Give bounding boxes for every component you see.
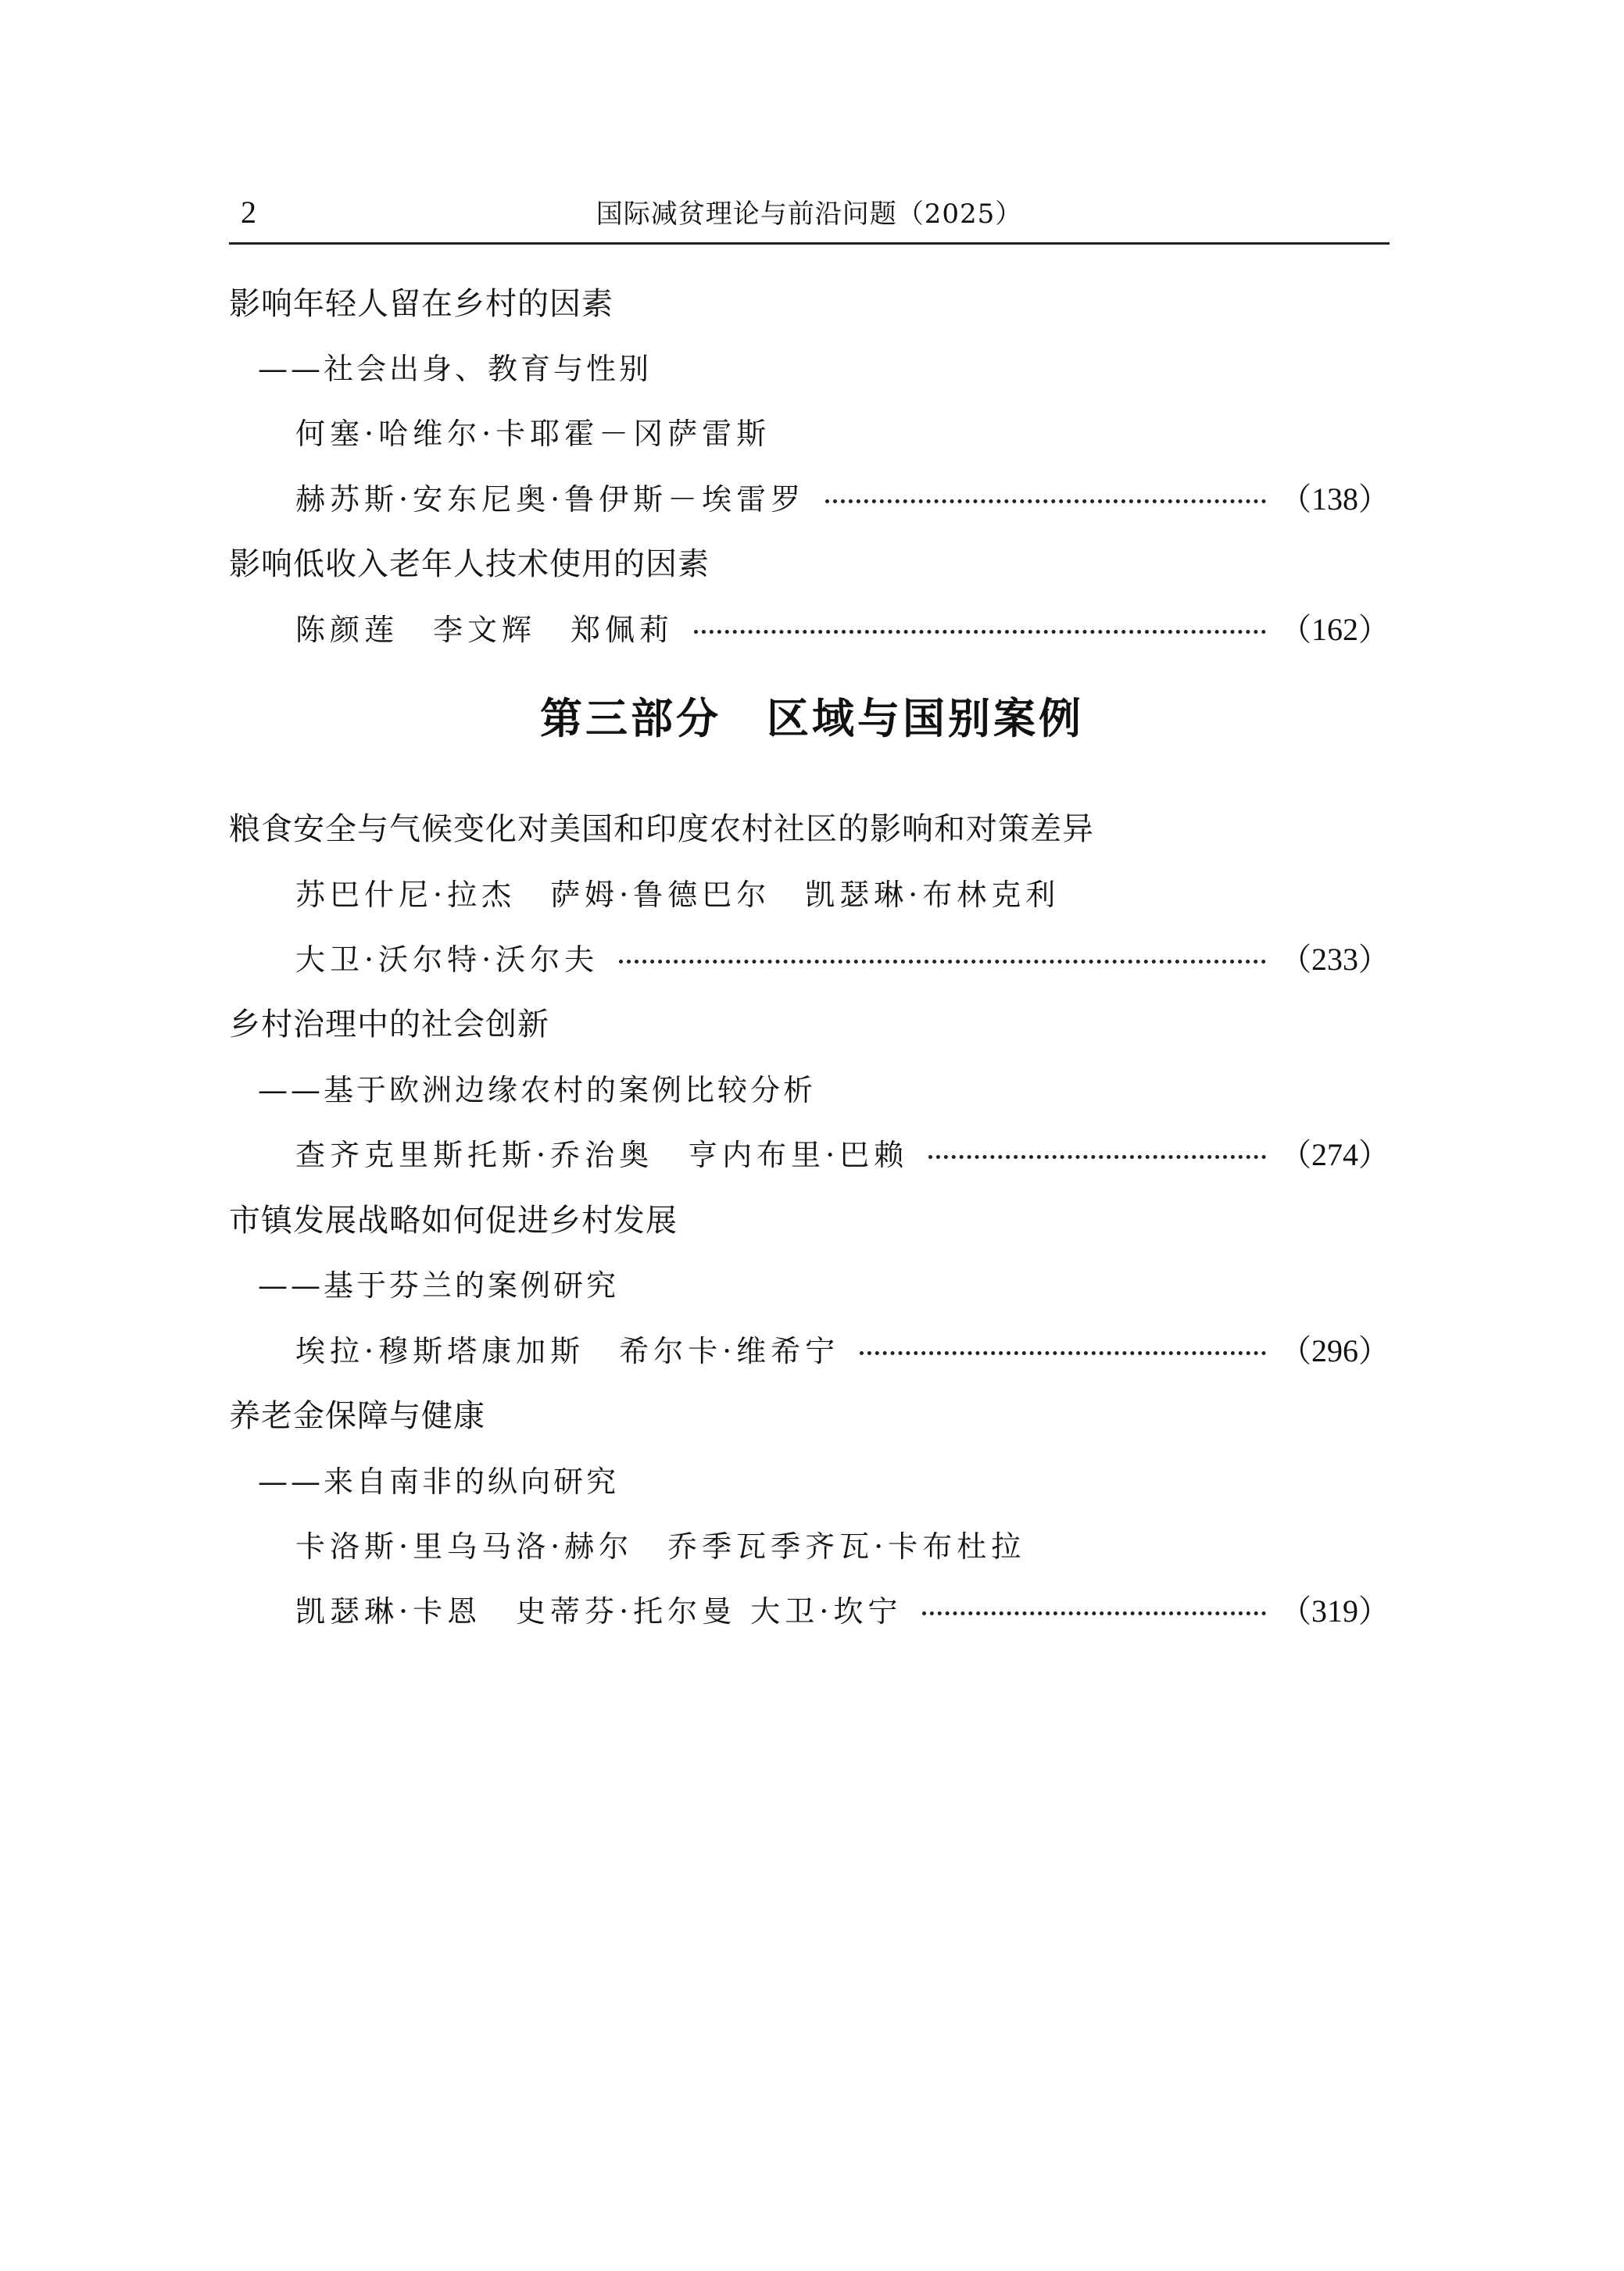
entry-authors: 凯瑟琳·卡恩 史蒂芬·托尔曼 大卫·坎宁 xyxy=(295,1593,903,1629)
dot-leader xyxy=(922,1611,1266,1615)
entry-title: 影响低收入老年人技术使用的因素 xyxy=(229,545,710,582)
toc-entry-title[interactable] xyxy=(229,799,1390,853)
entry-title: 养老金保障与健康 xyxy=(229,1397,485,1434)
entry-authors: 何塞·哈维尔·卡耶霍－冈萨雷斯 xyxy=(295,416,771,451)
entry-authors: 卡洛斯·里乌马洛·赫尔 乔季瓦季齐瓦·卡布杜拉 xyxy=(295,1529,1026,1564)
toc-entry-subtitle xyxy=(258,1255,1390,1310)
entry-subtitle: ——基于芬兰的案例研究 xyxy=(258,1268,620,1303)
entry-authors: 赫苏斯·安东尼奥·鲁伊斯－埃雷罗 xyxy=(295,481,806,517)
toc-entry-title[interactable] xyxy=(229,994,1390,1049)
page-ref: （162） xyxy=(1280,611,1390,647)
entry-subtitle: ——基于欧洲边缘农村的案例比较分析 xyxy=(258,1072,817,1107)
dot-leader xyxy=(694,630,1266,634)
entry-authors: 苏巴什尼·拉杰 萨姆·鲁德巴尔 凯瑟琳·布林克利 xyxy=(295,877,1061,912)
page-ref: （233） xyxy=(1280,941,1390,977)
toc-entry-authors xyxy=(295,403,1390,458)
toc-entry-authors[interactable] xyxy=(295,1581,1390,1636)
toc-entry-authors[interactable] xyxy=(295,929,1390,984)
dot-leader xyxy=(928,1155,1266,1159)
toc-entry-title[interactable] xyxy=(229,274,1390,328)
toc-entry-authors[interactable] xyxy=(295,599,1390,654)
toc-entry-subtitle xyxy=(258,338,1390,393)
toc-entry-authors[interactable] xyxy=(295,1321,1390,1375)
page-number: 2 xyxy=(241,195,256,230)
toc-entry-title[interactable] xyxy=(229,1386,1390,1440)
entry-title: 市镇发展战略如何促进乡村发展 xyxy=(229,1202,678,1239)
toc-entry-authors xyxy=(295,1516,1390,1571)
dot-leader xyxy=(860,1351,1266,1355)
page-ref: （138） xyxy=(1280,481,1390,517)
running-header xyxy=(229,188,1390,245)
dot-leader xyxy=(619,960,1266,964)
entry-authors: 查齐克里斯托斯·乔治奥 亨内布里·巴赖 xyxy=(295,1137,909,1172)
entry-title: 粮食安全与气候变化对美国和印度农村社区的影响和对策差异 xyxy=(229,810,1094,847)
entry-authors: 大卫·沃尔特·沃尔夫 xyxy=(295,942,599,977)
page-ref: （274） xyxy=(1280,1136,1390,1172)
entry-subtitle: ——社会出身、教育与性别 xyxy=(258,351,653,386)
entry-authors: 陈颜莲 李文辉 郑佩莉 xyxy=(295,612,674,647)
toc-entry-title[interactable] xyxy=(229,534,1390,588)
entry-title: 乡村治理中的社会创新 xyxy=(229,1006,549,1043)
toc-entry-authors[interactable] xyxy=(295,469,1390,524)
page-ref: （296） xyxy=(1280,1332,1390,1368)
running-title: 国际减贫理论与前沿问题（2025） xyxy=(596,198,1023,230)
toc-entry-authors[interactable] xyxy=(295,1125,1390,1179)
entry-title: 影响年轻人留在乡村的因素 xyxy=(229,285,613,322)
toc-entry-title[interactable] xyxy=(229,1190,1390,1245)
toc-entry-authors xyxy=(295,864,1390,919)
toc-entry-subtitle xyxy=(258,1451,1390,1506)
dot-leader xyxy=(825,499,1266,503)
page-ref: （319） xyxy=(1280,1593,1390,1629)
entry-authors: 埃拉·穆斯塔康加斯 希尔卡·维希宁 xyxy=(295,1333,840,1368)
section-heading: 第三部分 区域与国别案例 xyxy=(540,694,1084,743)
entry-subtitle: ——来自南非的纵向研究 xyxy=(258,1464,620,1499)
toc-entry-subtitle xyxy=(258,1060,1390,1114)
